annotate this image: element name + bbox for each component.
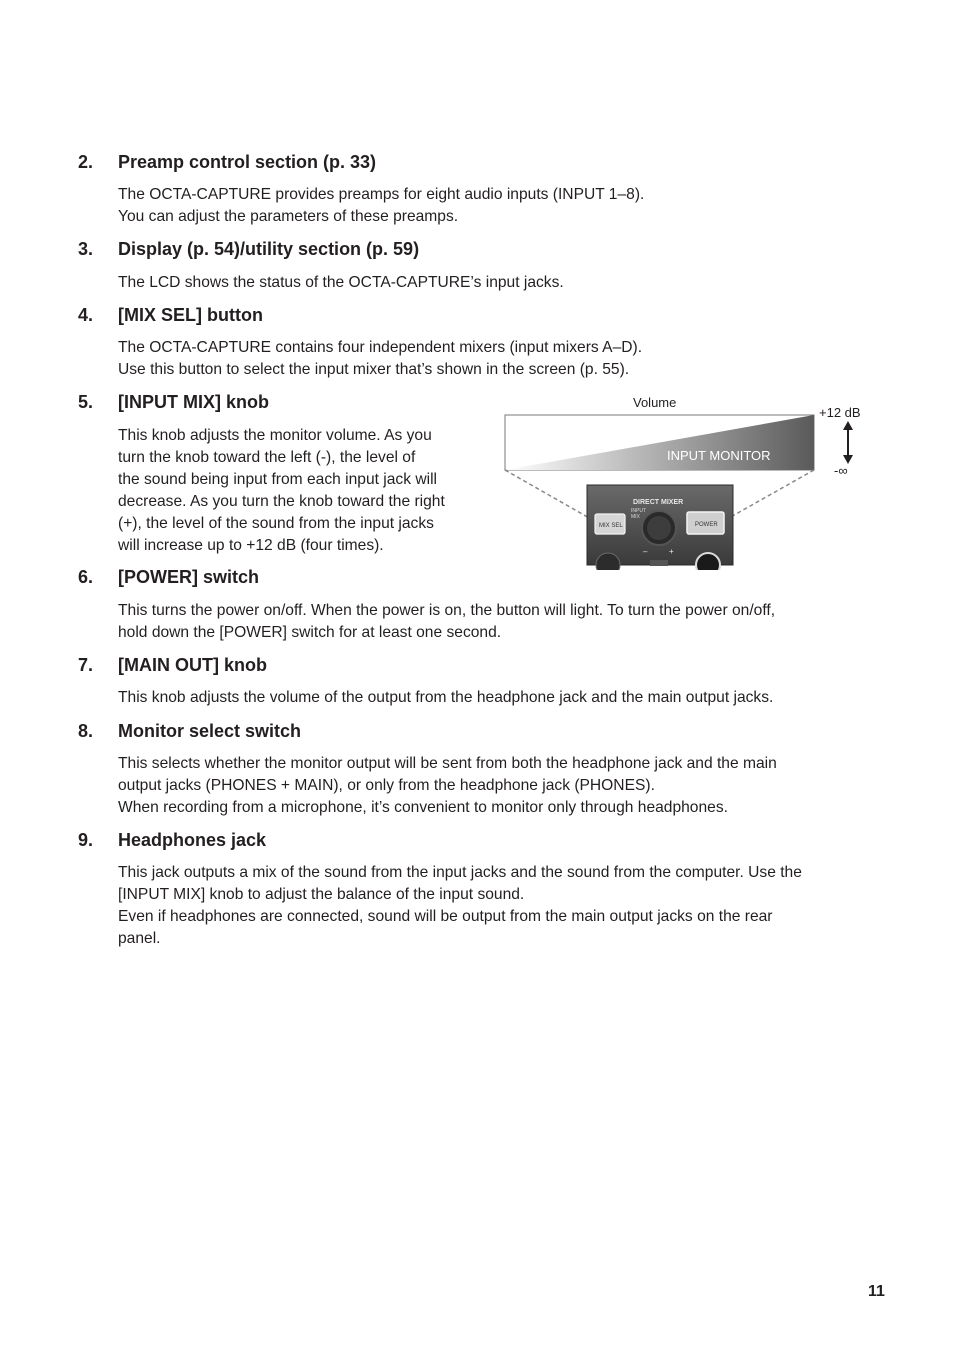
body-line: [INPUT MIX] knob to adjust the balance of the input sound. bbox=[118, 886, 525, 903]
body-line: This selects whether the monitor output will be sent from both the headphone jack and the main bbox=[118, 755, 777, 772]
section-number: 9. bbox=[78, 830, 94, 850]
body-line: You can adjust the parameters of these preamps. bbox=[118, 208, 459, 225]
knob-label-mix: MIX bbox=[631, 514, 640, 520]
body-line: This knob adjusts the monitor volume. As you bbox=[118, 427, 432, 444]
section-title: [INPUT MIX] knob bbox=[118, 392, 269, 412]
section-number: 2. bbox=[78, 152, 94, 172]
body-line: output jacks (PHONES + MAIN), or only from the headphone jack (PHONES). bbox=[118, 777, 655, 794]
body-line: The OCTA-CAPTURE provides preamps for eight audio inputs (INPUT 1–8). bbox=[118, 186, 645, 203]
section-body bbox=[118, 337, 642, 381]
section-number: 4. bbox=[78, 305, 94, 325]
min-level-label: -∞ bbox=[834, 463, 848, 478]
body-line: (+), the level of the sound from the input jacks bbox=[118, 515, 434, 532]
section-title: [MAIN OUT] knob bbox=[118, 655, 267, 675]
body-line: turn the knob toward the left (-), the level of bbox=[118, 449, 416, 466]
volume-label: Volume bbox=[633, 395, 677, 410]
volume-diagram bbox=[500, 390, 880, 570]
body-line: panel. bbox=[118, 930, 161, 947]
page-number: 11 bbox=[868, 1283, 885, 1300]
knob-cap bbox=[647, 516, 671, 540]
device-panel bbox=[587, 485, 733, 570]
section-number: 3. bbox=[78, 239, 94, 259]
headphone-jack bbox=[696, 553, 720, 570]
knob-plus-label: + bbox=[669, 547, 674, 556]
section-number: 6. bbox=[78, 567, 94, 587]
section-number: 8. bbox=[78, 721, 94, 741]
section-number: 5. bbox=[78, 392, 94, 412]
body-line: The LCD shows the status of the OCTA-CAPTURE’s input jacks. bbox=[118, 274, 564, 291]
max-level-label: +12 dB bbox=[819, 405, 861, 420]
section-body bbox=[118, 600, 775, 644]
body-line: Use this button to select the input mixer that’s shown in the screen (p. 55). bbox=[118, 361, 630, 378]
body-line: decrease. As you turn the knob toward the right bbox=[118, 493, 445, 510]
body-line: Even if headphones are connected, sound will be output from the main output jacks on the rear bbox=[118, 908, 773, 925]
section-body bbox=[118, 687, 773, 709]
mix-sel-button-label: MIX SEL bbox=[599, 523, 623, 529]
body-line: This jack outputs a mix of the sound from the input jacks and the sound from the computer. Use the bbox=[118, 864, 802, 881]
section-body bbox=[118, 425, 445, 557]
leader-line bbox=[720, 470, 814, 523]
knob-minus-label: – bbox=[643, 547, 648, 556]
range-arrow-icon bbox=[843, 421, 853, 464]
body-line: will increase up to +12 dB (four times). bbox=[118, 537, 384, 554]
section-body bbox=[118, 862, 802, 950]
section-title: [MIX SEL] button bbox=[118, 305, 263, 325]
section-title: Preamp control section (p. 33) bbox=[118, 152, 377, 172]
section-title: Monitor select switch bbox=[118, 721, 302, 741]
knob-label-input: INPUT bbox=[631, 508, 646, 514]
body-line: This turns the power on/off. When the power is on, the button will light. To turn the power on/off, bbox=[118, 602, 776, 619]
section-title: Headphones jack bbox=[118, 830, 267, 850]
direct-mixer-label: DIRECT MIXER bbox=[633, 499, 684, 506]
body-line: hold down the [POWER] switch for at least one second. bbox=[118, 624, 502, 641]
section-body bbox=[118, 272, 564, 294]
section-body bbox=[118, 184, 644, 228]
input-monitor-label: INPUT MONITOR bbox=[667, 448, 771, 463]
section-number: 7. bbox=[78, 655, 94, 675]
section-title: Display (p. 54)/utility section (p. 59) bbox=[118, 239, 420, 259]
body-line: This knob adjusts the volume of the output from the headphone jack and the main output jacks. bbox=[118, 689, 774, 706]
body-line: When recording from a microphone, it’s convenient to monitor only through headphones. bbox=[118, 799, 728, 816]
body-line: The OCTA-CAPTURE contains four independent mixers (input mixers A–D). bbox=[118, 339, 643, 356]
monitor-select-switch bbox=[650, 560, 668, 566]
body-line: the sound being input from each input jack will bbox=[118, 471, 437, 488]
power-button-label: POWER bbox=[695, 522, 718, 528]
leader-line bbox=[505, 470, 598, 523]
input-mix-figure bbox=[500, 390, 880, 570]
section-body bbox=[118, 753, 777, 819]
section-title: [POWER] switch bbox=[118, 567, 260, 587]
